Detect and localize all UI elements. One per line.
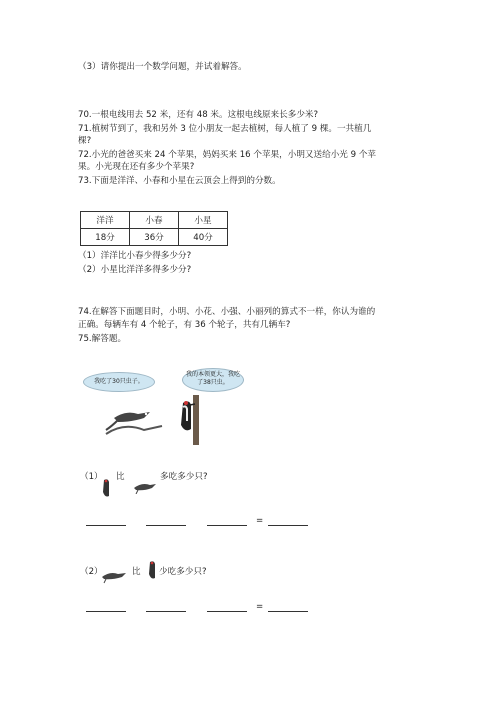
woodpecker-icon [175,395,205,445]
table-cell: 18分 [81,229,130,246]
table-row [81,212,228,229]
answer-blank[interactable] [268,525,308,526]
score-table [80,211,228,246]
question-72-line1: 72.小光的爸爸买来 24 个苹果，妈妈买来 16 个苹果，小明又送给小光 9 个苹 [78,150,377,160]
question-3-prompt: （3）请你提出一个数学问题，并试着解答。 [78,62,247,72]
woodpecker-icon [147,560,157,582]
equals-sign: = [256,602,264,612]
speech-bubble-right: 我的本领更大，我吃 了38只虫。 [182,368,244,392]
table-cell: 36分 [130,229,179,246]
question-75: 75.解答题。 [78,334,127,344]
question-74-line2: 正确。每辆车有 4 个轮子，有 36 个轮子，共有几辆车? [78,320,291,330]
part-2-number: （2） [80,567,103,577]
woodpecker-icon [101,478,111,500]
part-1-question: 多吃多少只? [160,472,208,482]
speech-bubble-left: 我吃了30只虫子。 [83,372,155,392]
answer-blank[interactable] [207,525,247,526]
part-2-compare-word: 比 [132,567,141,577]
question-72-line2: 果。小光现在还有多少个苹果? [78,162,195,172]
part-1-compare-word: 比 [116,472,125,482]
answer-blank[interactable] [207,611,247,612]
answer-blank[interactable] [146,525,186,526]
answer-blank[interactable] [146,611,186,612]
question-71-line2: 棵? [78,136,92,146]
part-2-question: 少吃多少只? [159,567,207,577]
answer-blank[interactable] [86,525,126,526]
table-cell: 40分 [179,229,228,246]
question-71-line1: 71.植树节到了，我和另外 3 位小朋友一起去植树，每人植了 9 棵。一共植几 [78,124,372,134]
table-header-cell: 小星 [179,212,228,229]
bird-swallow-icon [104,392,164,442]
question-73-sub1: （1）洋洋比小春少得多少分? [78,251,192,261]
part-1-number: （1） [80,472,103,482]
table-header-cell: 小春 [130,212,179,229]
question-73-sub2: （2）小星比洋洋多得多少分? [78,265,192,275]
table-row [81,229,228,246]
answer-blank[interactable] [268,611,308,612]
question-70: 70.一根电线用去 52 米，还有 48 米。这根电线原来长多少米? [78,110,319,120]
answer-blank[interactable] [86,611,126,612]
bird-swallow-icon [100,568,128,584]
question-73: 73.下面是洋洋、小春和小星在云顶会上得到的分数。 [78,176,281,186]
table-header-cell: 洋洋 [81,212,130,229]
question-74-line1: 74.在解答下面题目时，小明、小花、小强、小丽列的算式不一样，你认为谁的 [78,307,376,317]
equals-sign: = [256,516,264,526]
bird-swallow-icon [132,480,158,494]
